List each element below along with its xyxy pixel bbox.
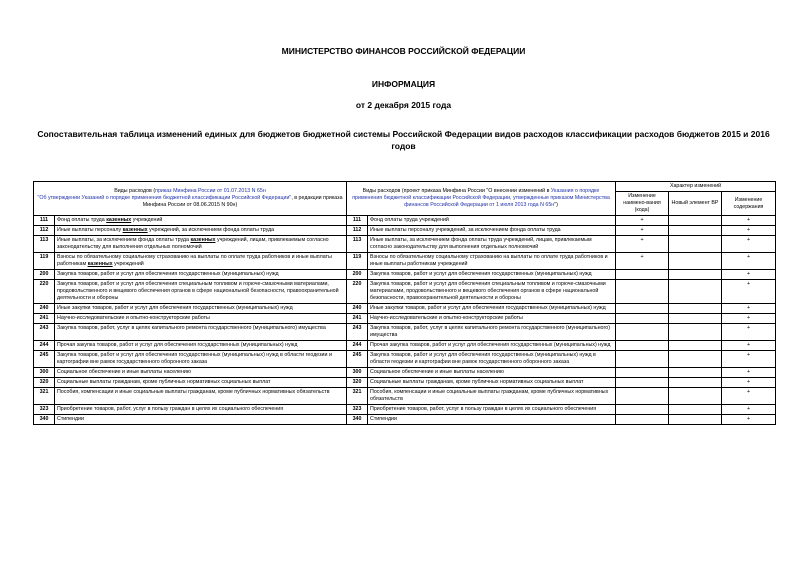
new-element-mark <box>669 368 722 378</box>
new-element-mark <box>669 270 722 280</box>
content-change-mark: + <box>722 388 776 405</box>
content-change-mark: + <box>722 270 776 280</box>
new-description: Иные закупки товаров, работ и услуг для обеспечения государственных (муниципальных) нужд <box>368 304 616 314</box>
new-description: Закупка товаров, работ и услуг для обеспечения государственных (муниципальных) нужд в области геодезии и картографии вне рамок государственного оборонного заказа <box>368 351 616 368</box>
new-description: Стипендии <box>368 415 616 425</box>
new-element-mark <box>669 236 722 253</box>
new-code: 323 <box>347 405 368 415</box>
name-change-mark <box>616 388 669 405</box>
new-order-link[interactable]: Указания о порядке применения бюджетной классификации Российской Федерации, утвержденные приказом Министерства финансов Российской Федерации от 1 июля 2013 года N 65н <box>352 188 610 208</box>
new-code: 321 <box>347 388 368 405</box>
new-element-mark <box>669 388 722 405</box>
subcol-new-element: Новый элемент ВР <box>669 192 722 216</box>
name-change-mark <box>616 270 669 280</box>
ministry-heading: МИНИСТЕРСТВО ФИНАНСОВ РОССИЙСКОЙ ФЕДЕРАЦИИ <box>281 46 526 56</box>
new-code: 320 <box>347 378 368 388</box>
old-code: 300 <box>34 368 55 378</box>
old-code: 111 <box>34 216 55 226</box>
new-description: Социальное обеспечение и иные выплаты населению <box>368 368 616 378</box>
column-changes-header: Характер изменений <box>616 182 776 192</box>
content-change-mark: + <box>722 405 776 415</box>
new-code: 119 <box>347 253 368 270</box>
content-change-mark: + <box>722 341 776 351</box>
old-code: 320 <box>34 378 55 388</box>
new-description: Фонд оплаты труда учреждений <box>368 216 616 226</box>
old-code: 243 <box>34 324 55 341</box>
old-description: Фонд оплаты труда казенных учреждений <box>55 216 347 226</box>
old-description: Стипендии <box>55 415 347 425</box>
table-row <box>34 280 776 304</box>
new-element-mark <box>669 405 722 415</box>
new-element-mark <box>669 314 722 324</box>
new-description: Научно-исследовательские и опытно-конструкторские работы <box>368 314 616 324</box>
new-description: Прочая закупка товаров, работ и услуг для обеспечения государственных (муниципальных) нужд <box>368 341 616 351</box>
old-code: 113 <box>34 236 55 253</box>
old-code: 112 <box>34 226 55 236</box>
content-change-mark: + <box>722 280 776 304</box>
old-code: 119 <box>34 253 55 270</box>
table-row <box>34 226 776 236</box>
subcol-name-change: Изменение наимено-вания (кода) <box>616 192 669 216</box>
old-code: 321 <box>34 388 55 405</box>
old-code: 340 <box>34 415 55 425</box>
name-change-mark <box>616 405 669 415</box>
name-change-mark <box>616 378 669 388</box>
new-element-mark <box>669 351 722 368</box>
comparison-table <box>33 181 776 425</box>
new-description: Закупка товаров, работ, услуг в целях капитального ремонта государственного (муниципального) имущества <box>368 324 616 341</box>
new-code: 340 <box>347 415 368 425</box>
name-change-mark <box>616 368 669 378</box>
column-old-header: Виды расходов (приказ Минфина России от 01.07.2013 N 65н "Об утверждении Указаний о порядке применения бюджетной классификации Российской Федерации", в редакции приказа Минфина России от 08.06.2015 N 90н) <box>34 182 347 216</box>
new-description: Закупка товаров, работ и услуг для обеспечения государственных (муниципальных) нужд <box>368 270 616 280</box>
name-change-mark <box>616 351 669 368</box>
old-description: Приобретение товаров, работ, услуг в пользу граждан в целях их социального обеспечения <box>55 405 347 415</box>
table-row <box>34 351 776 368</box>
old-description: Закупка товаров, работ и услуг для обеспечения специальным топливом и горюче-смазочными материалами, продовольственного и вещевого обеспечения органов в сфере национальной безопасности, правоохранительной деятельности и обороны <box>55 280 347 304</box>
name-change-mark <box>616 324 669 341</box>
old-description: Социальное обеспечение и иные выплаты населению <box>55 368 347 378</box>
table-row <box>34 341 776 351</box>
document-type: ИНФОРМАЦИЯ <box>371 79 436 89</box>
content-change-mark: + <box>722 253 776 270</box>
new-code: 245 <box>347 351 368 368</box>
table-row <box>34 415 776 425</box>
old-order-title-link[interactable]: "Об утверждении Указаний о порядке применения бюджетной классификации Российской Федерации" <box>37 195 292 201</box>
document-title: Сопоставительная таблица изменений единых для бюджетов бюджетной системы Российской Федерации видов расходов классификации расходов бюджетов 2015 и 2016 годов <box>37 129 770 151</box>
table-body <box>34 216 776 425</box>
name-change-mark: + <box>616 226 669 236</box>
old-description: Пособия, компенсации и иные социальные выплаты гражданам, кроме публичных нормативных обязательств <box>55 388 347 405</box>
new-description: Иные выплаты персоналу учреждений, за исключением фонда оплаты труда <box>368 226 616 236</box>
new-description: Пособия, компенсации и иные социальные выплаты гражданам, кроме публичных нормативных обязательств <box>368 388 616 405</box>
old-order-link[interactable]: приказ Минфина России от 01.07.2013 N 65н <box>155 188 266 194</box>
old-description: Закупка товаров, работ и услуг для обеспечения государственных (муниципальных) нужд в области геодезии и картографии вне рамок государственного оборонного заказа <box>55 351 347 368</box>
new-element-mark <box>669 226 722 236</box>
old-code: 244 <box>34 341 55 351</box>
new-description: Иные выплаты, за исключением фонда оплаты труда учреждений, лицам, привлекаемым согласно законодательству для выполнения отдельных полномочий <box>368 236 616 253</box>
new-element-mark <box>669 415 722 425</box>
content-change-mark: + <box>722 368 776 378</box>
new-description: Приобретение товаров, работ, услуг в пользу граждан в целях их социального обеспечения <box>368 405 616 415</box>
new-code: 200 <box>347 270 368 280</box>
new-code: 220 <box>347 280 368 304</box>
old-description: Иные выплаты, за исключением фонда оплаты труда казенных учреждений, лицам, привлекаемым согласно законодательству для выполнения отдельных полномочий <box>55 236 347 253</box>
new-element-mark <box>669 253 722 270</box>
new-code: 113 <box>347 236 368 253</box>
content-change-mark: + <box>722 351 776 368</box>
table-row <box>34 405 776 415</box>
new-element-mark <box>669 378 722 388</box>
content-change-mark: + <box>722 226 776 236</box>
old-code: 323 <box>34 405 55 415</box>
old-code: 200 <box>34 270 55 280</box>
new-description: Закупка товаров, работ и услуг для обеспечения специальным топливом и горюче-смазочными материалами, продовольственного и вещевого обеспечения органов в сфере национальной безопасности, правоохранительной деятельности и обороны <box>368 280 616 304</box>
name-change-mark <box>616 314 669 324</box>
new-code: 111 <box>347 216 368 226</box>
name-change-mark: + <box>616 236 669 253</box>
content-change-mark: + <box>722 216 776 226</box>
content-change-mark: + <box>722 304 776 314</box>
old-description: Научно-исследовательские и опытно-конструкторские работы <box>55 314 347 324</box>
table-row <box>34 378 776 388</box>
new-code: 244 <box>347 341 368 351</box>
new-element-mark <box>669 341 722 351</box>
new-element-mark <box>669 216 722 226</box>
new-element-mark <box>669 280 722 304</box>
name-change-mark <box>616 304 669 314</box>
document-date: от 2 декабря 2015 года <box>355 100 452 110</box>
name-change-mark <box>616 280 669 304</box>
new-code: 243 <box>347 324 368 341</box>
content-change-mark: + <box>722 314 776 324</box>
new-element-mark <box>669 304 722 314</box>
table-row <box>34 304 776 314</box>
old-code: 245 <box>34 351 55 368</box>
content-change-mark: + <box>722 378 776 388</box>
old-description: Закупка товаров, работ, услуг в целях капитального ремонта государственного (муниципального) имущества <box>55 324 347 341</box>
content-change-mark: + <box>722 324 776 341</box>
name-change-mark <box>616 415 669 425</box>
name-change-mark: + <box>616 216 669 226</box>
table-row <box>34 236 776 253</box>
new-code: 240 <box>347 304 368 314</box>
table-row <box>34 368 776 378</box>
old-code: 220 <box>34 280 55 304</box>
table-row <box>34 314 776 324</box>
name-change-mark: + <box>616 253 669 270</box>
content-change-mark: + <box>722 236 776 253</box>
old-description: Иные закупки товаров, работ и услуг для обеспечения государственных (муниципальных) нужд <box>55 304 347 314</box>
old-description: Взносы по обязательному социальному страхованию на выплаты по оплате труда работников и иные выплаты работникам казенных учреждений <box>55 253 347 270</box>
table-row <box>34 388 776 405</box>
content-change-mark: + <box>722 415 776 425</box>
new-code: 112 <box>347 226 368 236</box>
old-description: Иные выплаты персоналу казенных учреждений, за исключением фонда оплаты труда <box>55 226 347 236</box>
new-code: 300 <box>347 368 368 378</box>
table-row <box>34 216 776 226</box>
name-change-mark <box>616 341 669 351</box>
table-row <box>34 270 776 280</box>
old-code: 241 <box>34 314 55 324</box>
new-description: Взносы по обязательному социальному страхованию на выплаты по оплате труда работников и иные выплаты работникам учреждений <box>368 253 616 270</box>
subcol-content-change: Изменение содержания <box>722 192 776 216</box>
old-description: Прочая закупка товаров, работ и услуг для обеспечения государственных (муниципальных) нужд <box>55 341 347 351</box>
column-new-header: Виды расходов (проект приказа Минфина России "О внесении изменений в Указания о порядке применения бюджетной классификации Российской Федерации, утвержденные приказом Министерства финансов Российской Федерации от 1 июля 2013 года N 65н") <box>347 182 616 216</box>
new-description: Социальные выплаты гражданам, кроме публичных нормативных социальных выплат <box>368 378 616 388</box>
table-row <box>34 253 776 270</box>
old-description: Социальные выплаты гражданам, кроме публичных нормативных социальных выплат <box>55 378 347 388</box>
old-description: Закупка товаров, работ и услуг для обеспечения государственных (муниципальных) нужд <box>55 270 347 280</box>
new-code: 241 <box>347 314 368 324</box>
old-code: 240 <box>34 304 55 314</box>
new-element-mark <box>669 324 722 341</box>
table-row <box>34 324 776 341</box>
